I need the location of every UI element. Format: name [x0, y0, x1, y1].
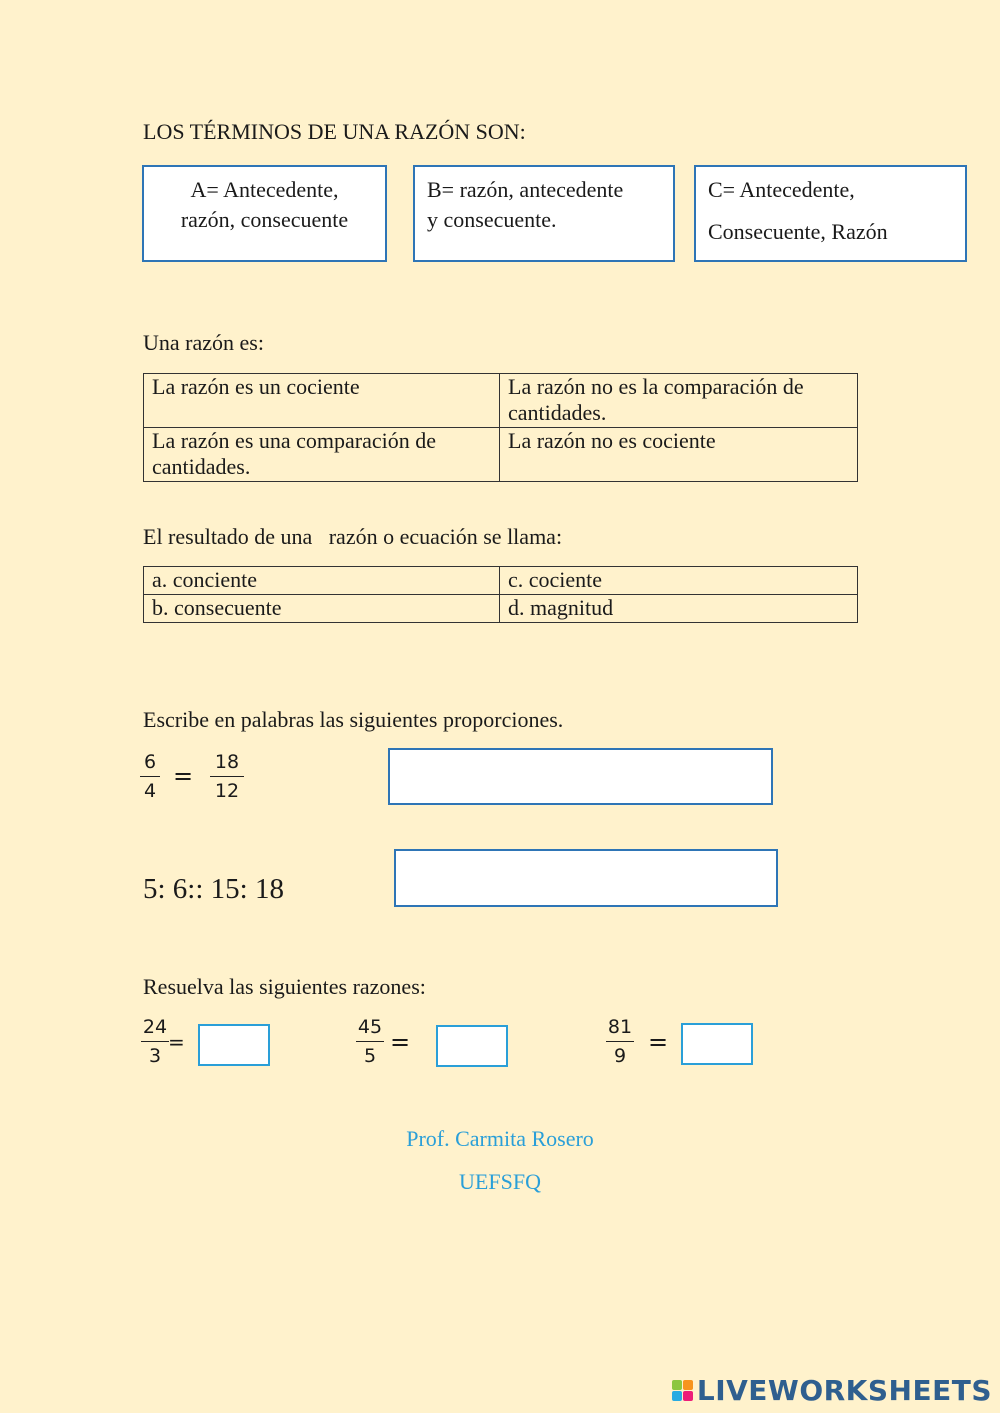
fraction-numerator: 81 [607, 1016, 633, 1038]
fraction-bar [606, 1041, 634, 1042]
proportion-1-right-fraction [210, 750, 244, 803]
ratio-3-equals: = [648, 1028, 669, 1056]
option-c-line1: C= Antecedente, [708, 177, 855, 202]
option-c-line2: Consecuente, Razón [708, 219, 888, 244]
q3-option-c[interactable]: c. cociente [500, 567, 858, 595]
ratio-3-answer-input[interactable] [681, 1023, 753, 1065]
q3-option-d[interactable]: d. magnitud [500, 595, 858, 623]
q3-title: El resultado de una razón o ecuación se llama: [143, 524, 563, 549]
q2-option-3[interactable]: La razón es una comparación de cantidades. [144, 428, 500, 482]
q1-title: LOS TÉRMINOS DE UNA RAZÓN SON: [143, 119, 526, 144]
q2-title: Una razón es: [143, 330, 264, 355]
q5-title: Resuelva las siguientes razones: [143, 974, 426, 999]
fraction-denominator: 4 [143, 780, 157, 802]
q3-options-table [143, 566, 858, 623]
ratio-3-fraction [606, 1015, 634, 1068]
liveworksheets-logo-icon [672, 1380, 693, 1401]
option-a-box[interactable] [142, 165, 387, 262]
fraction-denominator: 3 [148, 1045, 162, 1067]
option-b-line1: B= razón, antecedente [427, 177, 624, 202]
author-credit: Prof. Carmita Rosero [406, 1126, 594, 1151]
fraction-numerator: 24 [142, 1016, 168, 1038]
q2-option-2[interactable]: La razón no es la comparación de cantidades. [500, 374, 858, 428]
q3-option-b[interactable]: b. consecuente [144, 595, 500, 623]
liveworksheets-logo [672, 1374, 992, 1407]
proportion-2-text: 5: 6:: 15: 18 [143, 873, 284, 905]
option-a-line1: A= Antecedente, [190, 177, 339, 202]
proportion-2-answer-input[interactable] [394, 849, 778, 907]
ratio-2-equals: = [390, 1028, 411, 1056]
option-c-box[interactable] [694, 165, 967, 262]
fraction-denominator: 12 [214, 780, 240, 802]
q4-title: Escribe en palabras las siguientes proporciones. [143, 707, 564, 732]
fraction-numerator: 45 [357, 1016, 383, 1038]
ratio-1-equals: = [168, 1030, 185, 1054]
brand-name: LIVEWORKSHEETS [696, 1374, 992, 1407]
q2-options-table [143, 373, 858, 482]
fraction-bar [140, 776, 160, 777]
ratio-1-answer-input[interactable] [198, 1024, 270, 1066]
fraction-denominator: 5 [363, 1045, 377, 1067]
fraction-denominator: 9 [613, 1045, 627, 1067]
q2-option-4[interactable]: La razón no es cociente [500, 428, 858, 482]
fraction-numerator: 18 [214, 751, 240, 773]
fraction-bar [356, 1041, 384, 1042]
ratio-1-fraction [141, 1015, 169, 1068]
fraction-numerator: 6 [143, 751, 157, 773]
option-a-line2: razón, consecuente [180, 207, 349, 232]
option-b-line2: y consecuente. [427, 207, 557, 232]
ratio-2-fraction [356, 1015, 384, 1068]
school-credit: UEFSFQ [459, 1169, 541, 1194]
fraction-bar [141, 1041, 169, 1042]
proportion-1-left-fraction [140, 750, 160, 803]
q2-option-1[interactable]: La razón es un cociente [144, 374, 500, 428]
proportion-1-equals: = [173, 762, 194, 790]
ratio-2-answer-input[interactable] [436, 1025, 508, 1067]
fraction-bar [210, 776, 244, 777]
proportion-1-answer-input[interactable] [388, 748, 773, 805]
q3-option-a[interactable]: a. conciente [144, 567, 500, 595]
option-b-box[interactable] [413, 165, 675, 262]
